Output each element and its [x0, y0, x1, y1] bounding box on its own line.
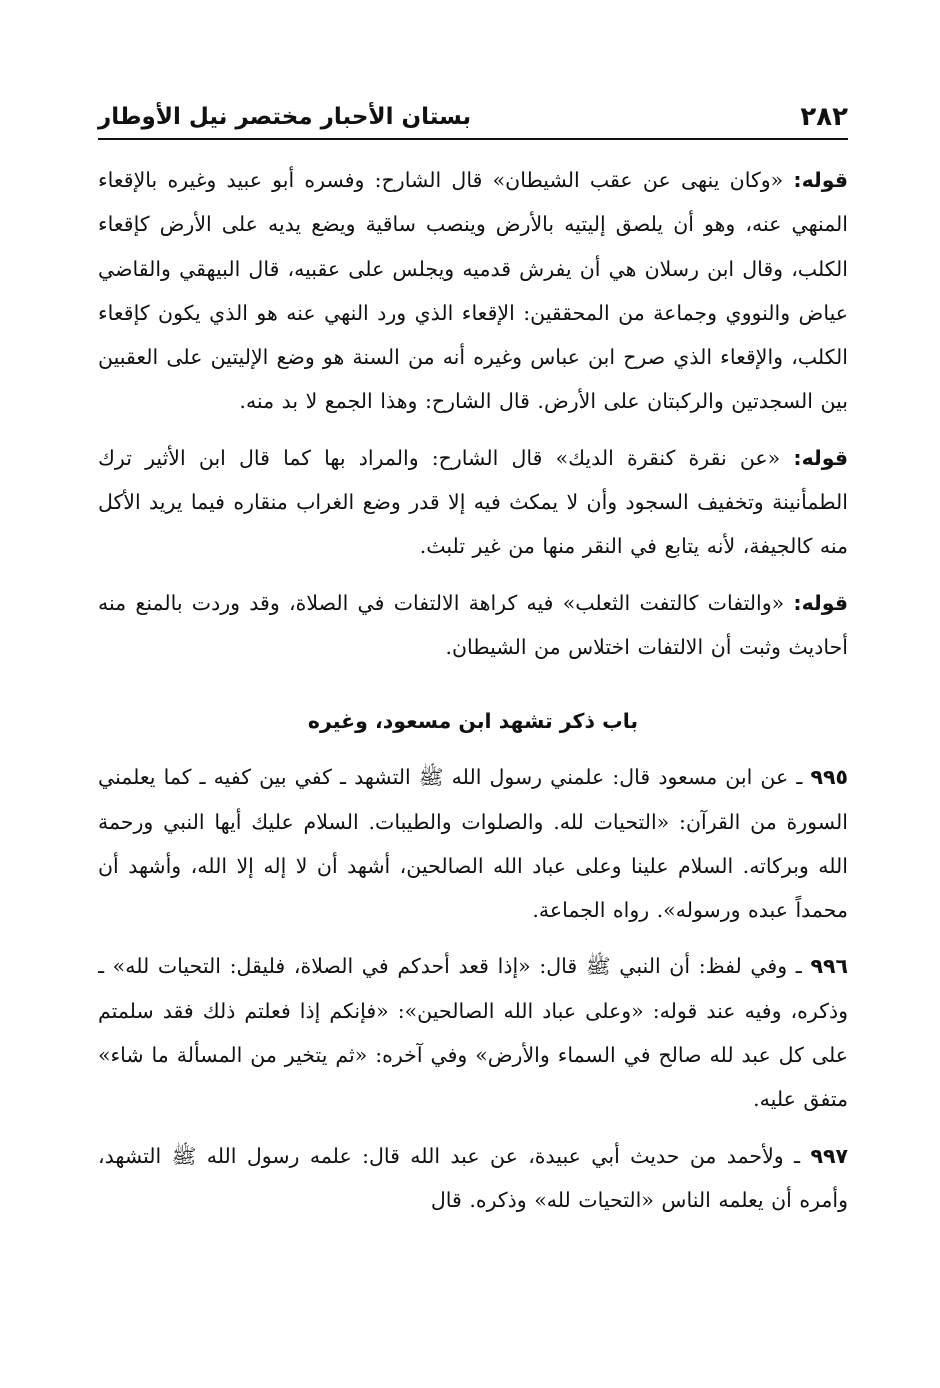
hadith-text: ـ وفي لفظ: أن النبي ﷺ قال: «إذا قعد أحدكم في الصلاة، فليقل: التحيات لله» ـ وذكره، وفيه عند قوله: «وعلى عباد الله الصالحين»: «فإنكم إذا فعلتم ذلك فقد سلمتم على كل عبد لله صالح في السماء والأرض» وفي آخره: «ثم يتخير من المسألة ما شاء» متفق عليه. [98, 954, 848, 1112]
hadith-paragraph [98, 755, 848, 932]
commentary-paragraph [98, 581, 848, 670]
page-body [98, 158, 848, 1358]
commentary-paragraph [98, 436, 848, 569]
paragraph-text: «والتفات كالتفت الثعلب» فيه كراهة الالتفات في الصلاة، وقد وردت بالمنع منه أحاديث وثبت أن الالتفات اختلاس من الشيطان. [98, 590, 848, 659]
hadith-number: ٩٩٥ [810, 765, 848, 790]
chapter-heading: باب ذكر تشهد ابن مسعود، وغيره [307, 709, 639, 734]
hadith-paragraph [98, 944, 848, 1121]
paragraph-text: «وكان ينهى عن عقب الشيطان» قال الشارح: وفسره أبو عبيد وغيره بالإقعاء المنهي عنه، وهو أن يلصق إليتيه بالأرض وينصب ساقية ويضع يديه على الأرض كإقعاء الكلب، وقال ابن رسلان هي أن يفرش قدميه ويجلس على عقبيه، قال البيهقي والقاضي عياض والنووي وجماعة من المحققين: الإقعاء الذي ورد النهي عنه هو الذي يكون كإقعاء الكلب، والإقعاء الذي صرح ابن عباس وغيره أنه من السنة هو وضع الإليتين على العقبين بين السجدتين والركبتان على الأرض. قال الشارح: وهذا الجمع لا بد منه. [98, 168, 848, 414]
hadith-number: ٩٩٧ [810, 1143, 848, 1168]
hadith-paragraph [98, 1134, 848, 1223]
running-title: بستان الأحبار مختصر نيل الأوطار [98, 104, 472, 130]
page-header [98, 88, 848, 132]
commentary-paragraph [98, 158, 848, 424]
paragraph-lead: قوله: [793, 445, 848, 470]
hadith-text: ـ ولأحمد من حديث أبي عبيدة، عن عبد الله قال: علمه رسول الله ﷺ التشهد، وأمره أن يعلمه الناس «التحيات لله» وذكره. قال [98, 1143, 848, 1212]
paragraph-lead: قوله: [793, 590, 848, 615]
header-divider [98, 138, 848, 140]
page-number: ٢٨٢ [800, 102, 848, 132]
paragraph-text: «عن نقرة كنقرة الديك» قال الشارح: والمراد بها كما قال ابن الأثير ترك الطمأنينة وتخفيف السجود وأن لا يمكث فيه إلا قدر وضع الغراب منقاره فيما يريد الأكل منه كالجيفة، لأنه يتابع في النقر منها من غير تلبث. [98, 445, 848, 559]
paragraph-lead: قوله: [793, 168, 848, 192]
hadith-text: ـ عن ابن مسعود قال: علمني رسول الله ﷺ التشهد ـ كفي بين كفيه ـ كما يعلمني السورة من القرآن: «التحيات لله. والصلوات والطيبات. السلام عليك أيها النبي ورحمة الله وبركاته. السلام علينا وعلى عباد الله الصالحين، أشهد أن لا إله إلا الله، وأشهد أن محمداً عبده ورسوله». رواه الجماعة. [98, 765, 848, 923]
hadith-number: ٩٩٦ [810, 954, 848, 979]
